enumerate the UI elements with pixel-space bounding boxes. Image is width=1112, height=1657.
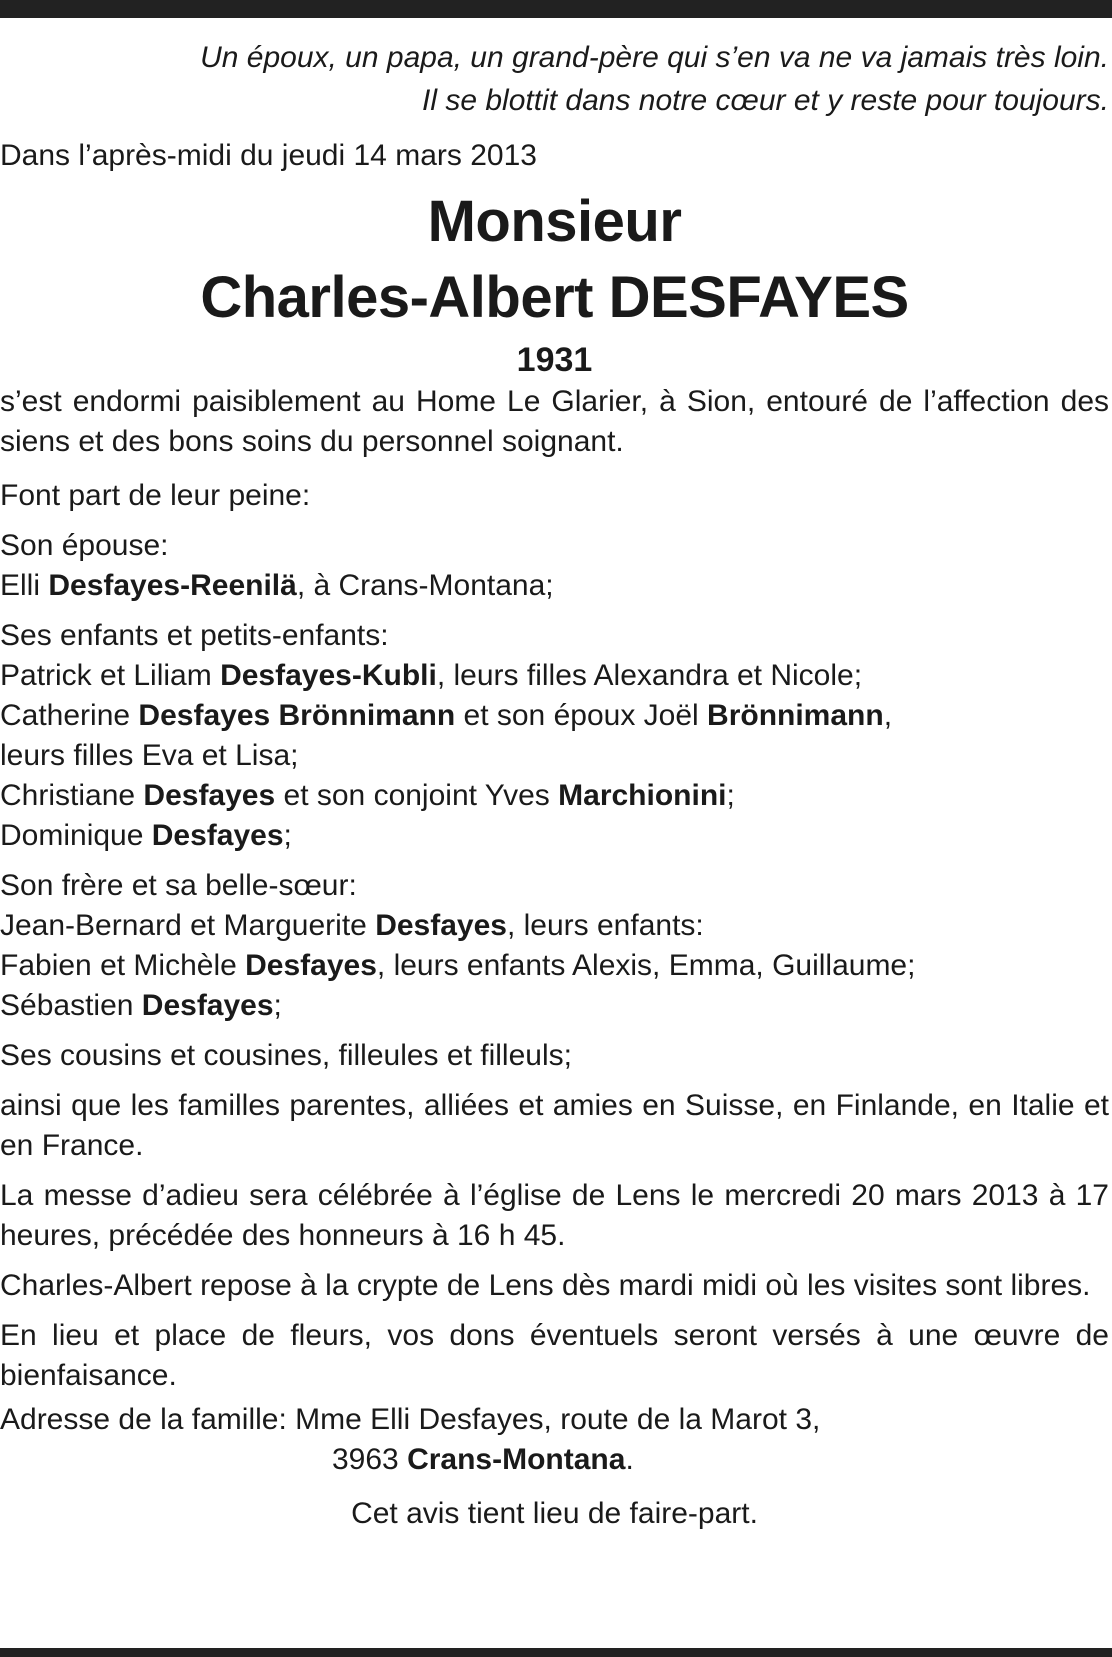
surname: Desfayes-Kubli [220, 659, 437, 692]
text: Catherine [0, 699, 139, 732]
deceased-heading [0, 184, 1109, 336]
text: Jean-Bernard et Marguerite [0, 909, 376, 942]
family-address [0, 1400, 1109, 1480]
text: et son conjoint Yves [275, 779, 559, 812]
children-heading: Ses enfants et petits-enfants: [0, 619, 389, 652]
date-line: Dans l’après-midi du jeudi 14 mars 2013 [0, 139, 537, 172]
surname: Desfayes [141, 989, 274, 1022]
font-part-line: Font part de leur peine: [0, 479, 311, 512]
text: Fabien et Michèle [0, 949, 246, 982]
town: Crans-Montana [407, 1443, 626, 1476]
siblings-line-3 [0, 986, 1109, 1026]
text: Dominique [0, 819, 152, 852]
flowers-paragraph: En lieu et place de fleurs, vos dons éventuels seront versés à une œuvre de bienfaisance. [0, 1319, 1109, 1392]
address-line-2 [0, 1440, 1109, 1480]
rests-paragraph: Charles-Albert repose à la crypte de Lens dès mardi midi où les visites sont libres. [0, 1269, 1091, 1302]
epigraph-line-1: Un époux, un papa, un grand-père qui s’en va ne va jamais très loin. [200, 41, 1109, 74]
text: ; [283, 819, 292, 852]
address-line-1: Adresse de la famille: Mme Elli Desfayes, route de la Marot 3, [0, 1403, 821, 1436]
spouse-surname: Desfayes-Reenilä [48, 569, 297, 602]
surname: Marchionini [558, 779, 727, 812]
text: ; [273, 989, 282, 1022]
surname: Desfayes Brönnimann [138, 699, 456, 732]
cousins-line: Ses cousins et cousines, filleules et filleuls; [0, 1039, 572, 1072]
intro-paragraph: s’est endormi paisiblement au Home Le Glarier, à Sion, entouré de l’affection des siens et des bons soins du personnel soignant. [0, 385, 1109, 458]
text: , [883, 699, 893, 732]
deceased-title: Monsieur [427, 189, 682, 254]
siblings-section [0, 866, 1109, 1026]
epigraph [0, 36, 1109, 122]
spouse-line [0, 566, 1109, 606]
text: Patrick et Liliam [0, 659, 221, 692]
spouse-section [0, 526, 1109, 606]
children-line-4 [0, 776, 1109, 816]
children-line-2 [0, 696, 1109, 736]
spouse-pre: Elli [0, 569, 49, 602]
obituary-notice [0, 36, 1109, 1534]
surname: Brönnimann [707, 699, 884, 732]
epigraph-line-2: Il se blottit dans notre cœur et y reste pour toujours. [422, 84, 1109, 117]
text: et son époux Joël [455, 699, 708, 732]
top-rule [0, 0, 1112, 18]
text: , leurs enfants: [506, 909, 704, 942]
surname: Desfayes [245, 949, 377, 982]
postal-code: 3963 [332, 1443, 408, 1476]
children-line-5 [0, 816, 1109, 856]
children-line-1 [0, 656, 1109, 696]
spouse-heading: Son épouse: [0, 529, 169, 562]
text: , leurs filles Alexandra et Nicole; [436, 659, 863, 692]
siblings-line-2 [0, 946, 1109, 986]
spouse-post: , à Crans-Montana; [296, 569, 554, 602]
text: Christiane [0, 779, 144, 812]
bottom-rule [0, 1648, 1112, 1657]
surname: Desfayes [151, 819, 284, 852]
siblings-line-1 [0, 906, 1109, 946]
text: , leurs enfants Alexis, Emma, Guillaume; [376, 949, 916, 982]
children-line-3: leurs filles Eva et Lisa; [0, 739, 299, 772]
families-paragraph: ainsi que les familles parentes, alliées et amies en Suisse, en Finlande, en Italie et en France. [0, 1089, 1109, 1162]
siblings-heading: Son frère et sa belle-sœur: [0, 869, 357, 902]
mass-paragraph: La messe d’adieu sera célébrée à l’église de Lens le mercredi 20 mars 2013 à 17 heures, précédée des honneurs à 16 h 45. [0, 1179, 1109, 1252]
surname: Desfayes [143, 779, 276, 812]
text: . [625, 1443, 634, 1476]
text: Sébastien [0, 989, 142, 1022]
surname: Desfayes [375, 909, 507, 942]
children-section [0, 616, 1109, 856]
closing-line: Cet avis tient lieu de faire-part. [351, 1497, 758, 1530]
text: ; [726, 779, 735, 812]
birth-year: 1931 [516, 341, 593, 379]
deceased-name: Charles-Albert DESFAYES [200, 265, 909, 330]
